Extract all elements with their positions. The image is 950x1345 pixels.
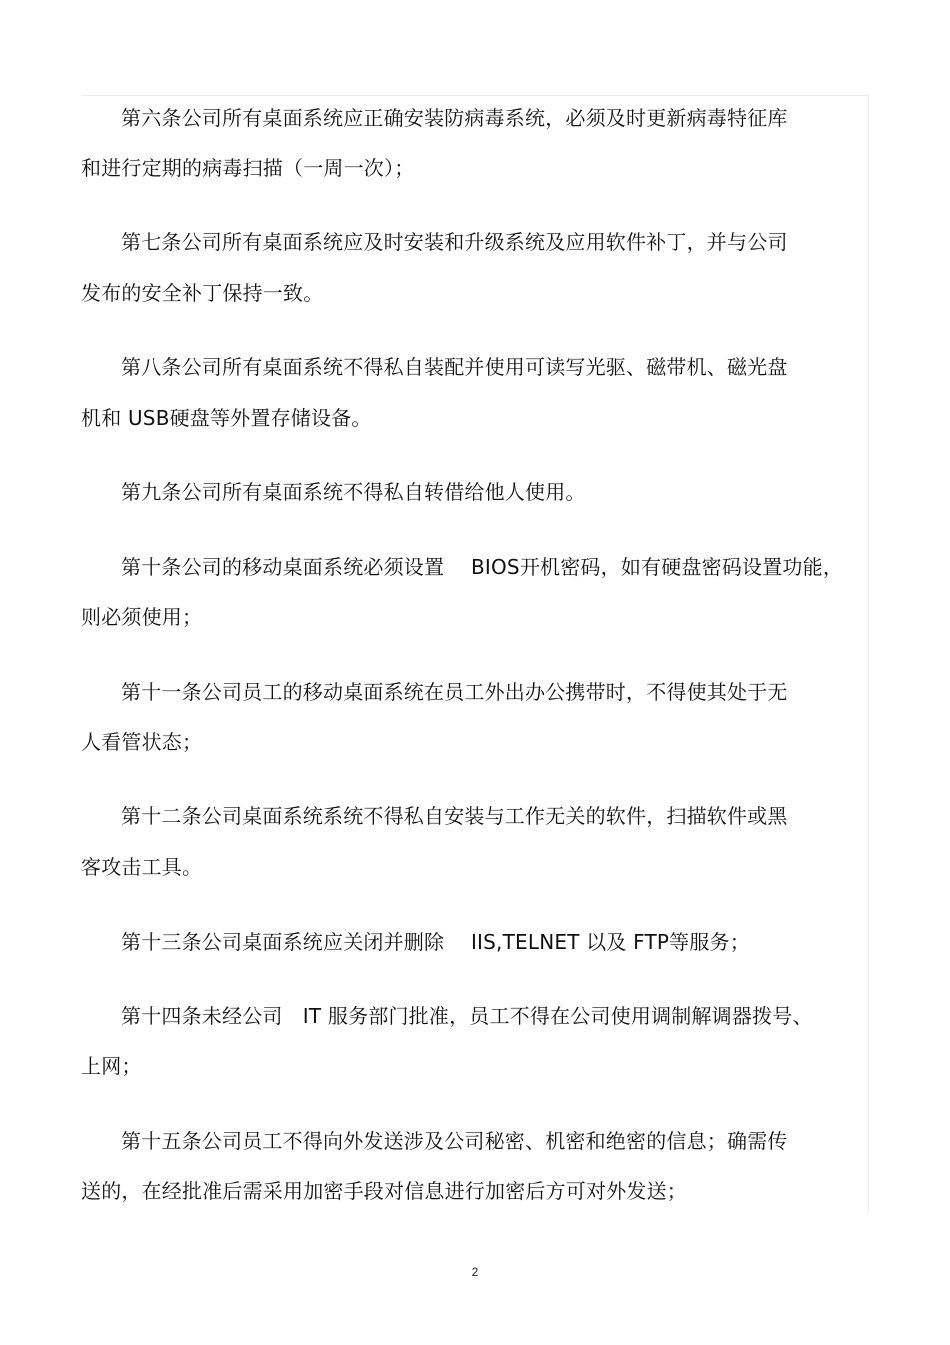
article-11-line-1: 第十一条公司员工的移动桌面系统在员工外出办公携带时，不得使其处于无 (121, 680, 788, 704)
article-13-line-1: 第十三条公司桌面系统应关闭并删除 IIS,TELNET 以及 FTP等服务； (121, 930, 750, 954)
page-top-border (81, 95, 869, 96)
article-14-line-1: 第十四条未经公司 IT 服务部门批准，员工不得在公司使用调制解调器拨号、 (121, 1004, 813, 1028)
article-6-line-1: 第六条公司所有桌面系统应正确安装防病毒系统，必须及时更新病毒特征库 (121, 106, 788, 130)
article-11-line-2: 人看管状态； (81, 730, 203, 754)
article-15-line-2: 送的，在经批准后需采用加密手段对信息进行加密后方可对外发送； (81, 1179, 687, 1203)
article-12-line-2: 客攻击工具。 (81, 855, 203, 879)
article-12-line-1: 第十二条公司桌面系统系统不得私自安装与工作无关的软件，扫描软件或黑 (121, 804, 788, 828)
article-6-line-2: 和进行定期的病毒扫描（一周一次）； (81, 156, 415, 180)
article-14-line-2: 上网； (81, 1054, 142, 1078)
article-7-line-2: 发布的安全补丁保持一致。 (81, 281, 324, 305)
article-8-line-2: 机和 USB硬盘等外置存储设备。 (81, 406, 372, 430)
page-number: 2 (471, 1265, 479, 1279)
article-9-line-1: 第九条公司所有桌面系统不得私自转借给他人使用。 (121, 480, 586, 504)
article-8-line-1: 第八条公司所有桌面系统不得私自装配并使用可读写光驱、磁带机、磁光盘 (121, 355, 788, 379)
page-right-border (868, 95, 869, 1212)
article-10-line-2: 则必须使用； (81, 605, 203, 629)
article-15-line-1: 第十五条公司员工不得向外发送涉及公司秘密、机密和绝密的信息；确需传 (121, 1129, 788, 1153)
article-10-line-1: 第十条公司的移动桌面系统必须设置 BIOS开机密码，如有硬盘密码设置功能， (121, 555, 844, 579)
article-7-line-1: 第七条公司所有桌面系统应及时安装和升级系统及应用软件补丁，并与公司 (121, 230, 788, 254)
